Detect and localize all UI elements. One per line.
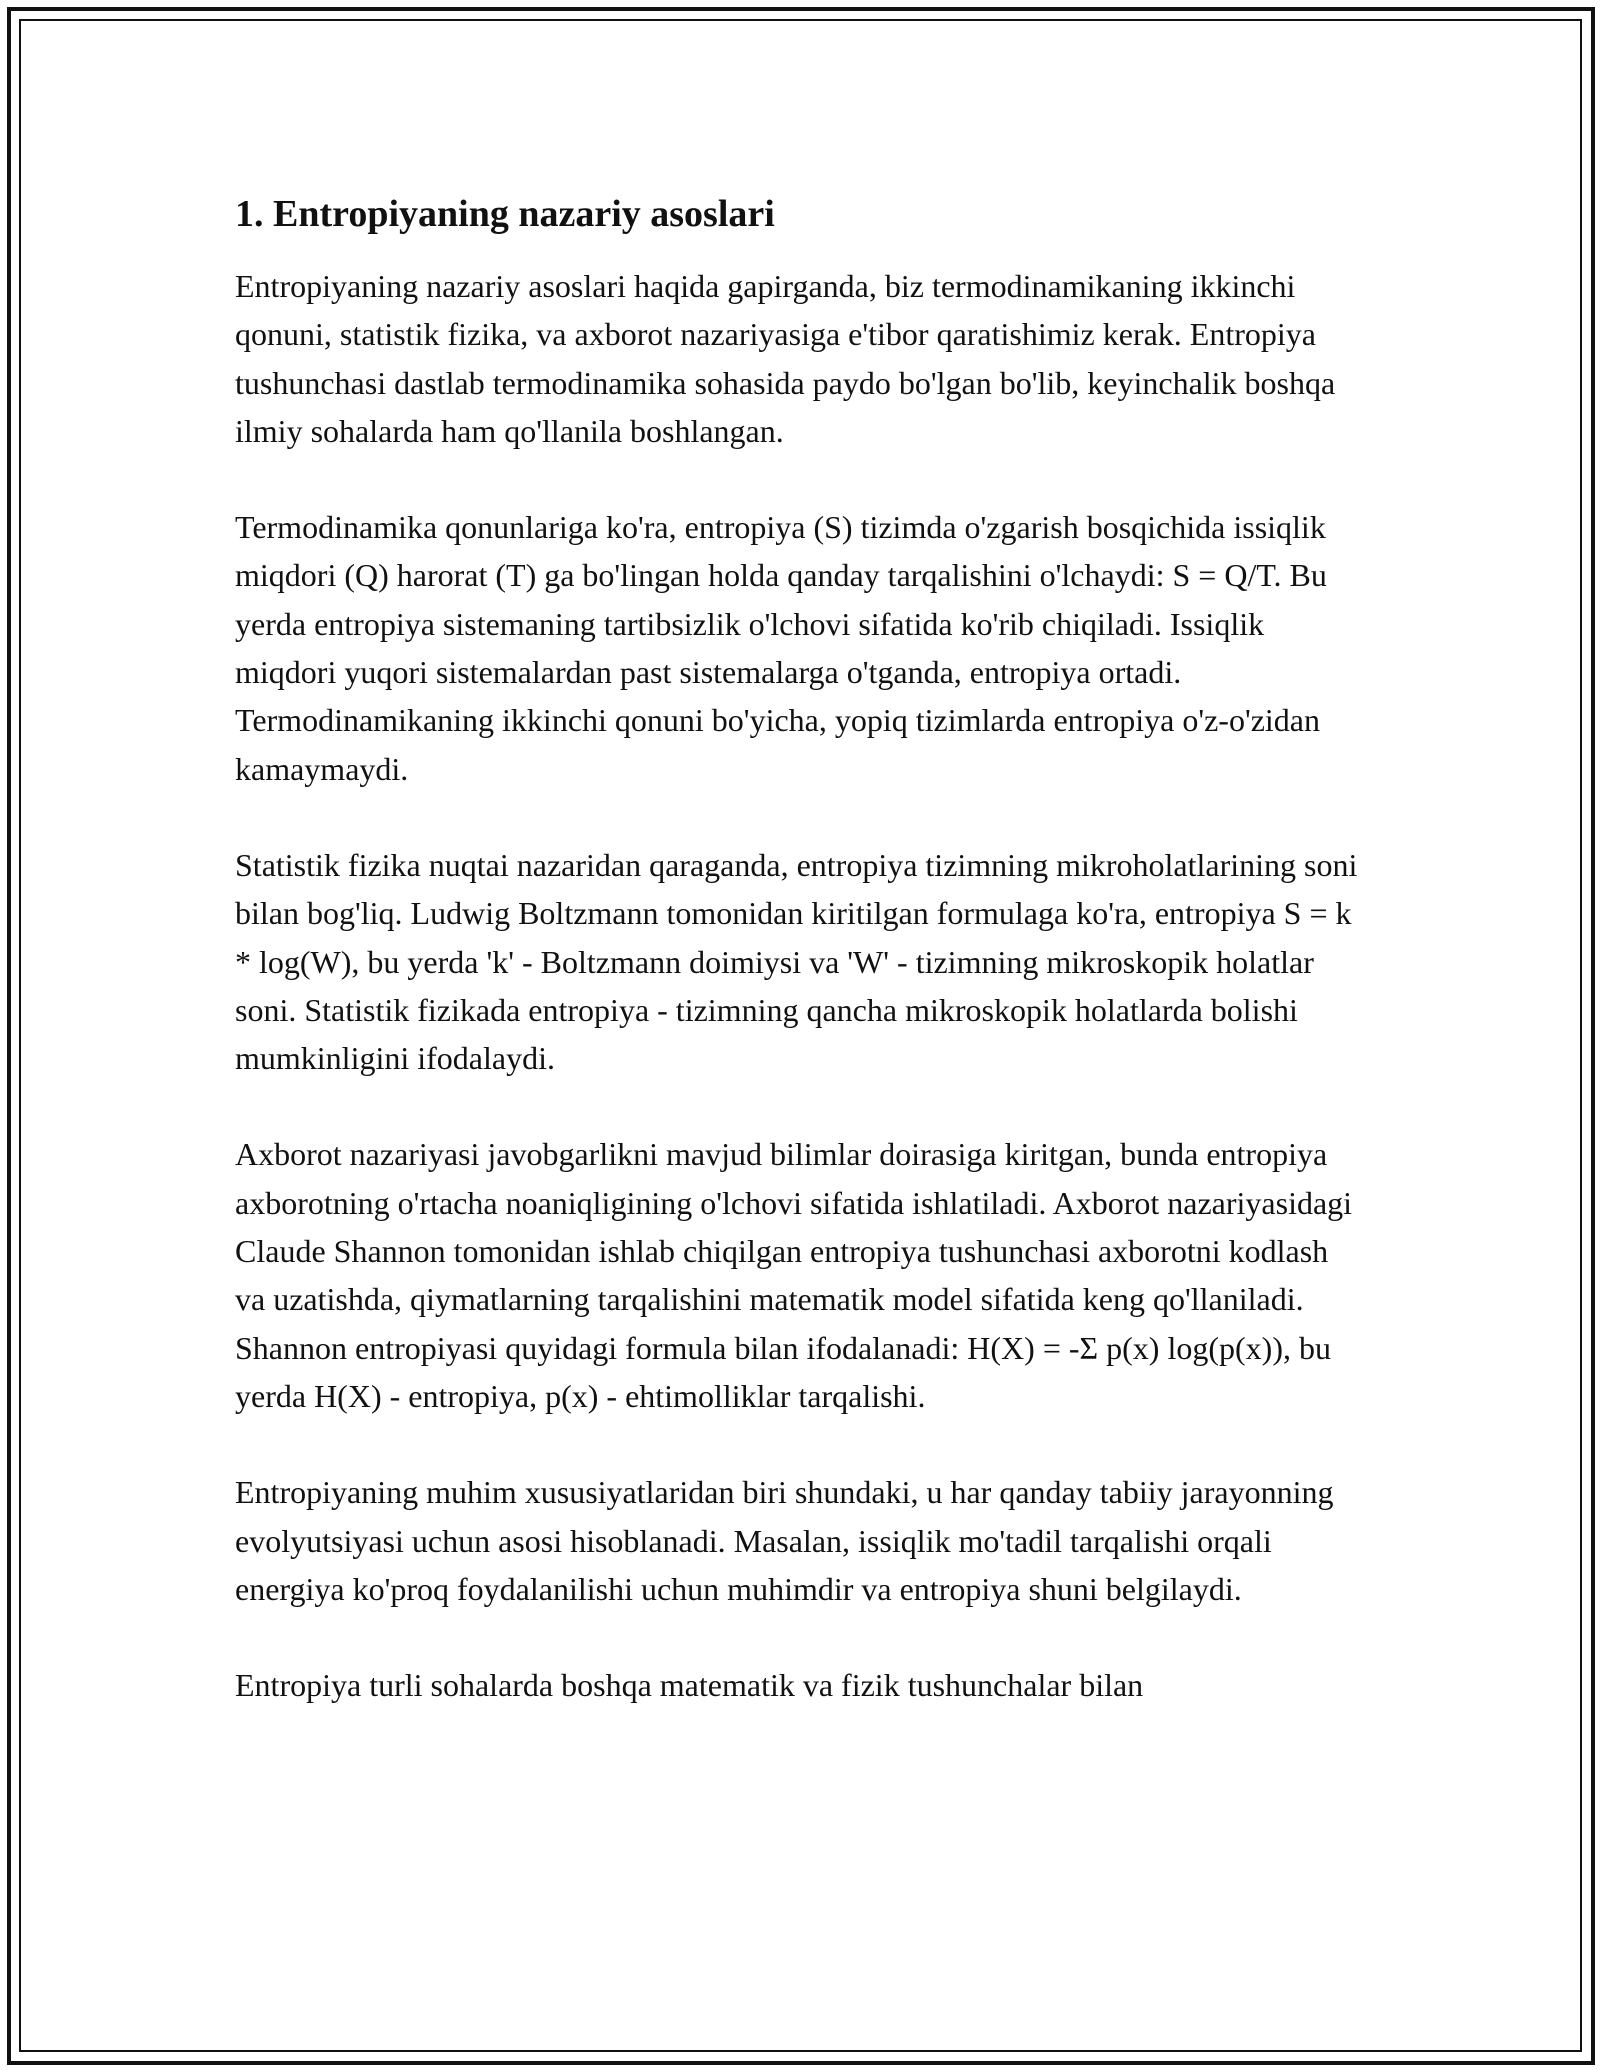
paragraph-continuation: Entropiya turli sohalarda boshqa matematik va fizik tushunchalar bilan — [235, 1667, 1144, 1704]
paragraph-natural-processes: Entropiyaning muhim xususiyatlaridan biri shundaki, u har qanday tabiiy jarayonning evolyutsiyasi uchun asosi hisoblanadi. Masalan, issiqlik mo'tadil tarqalishi orqali energiya ko'proq foydalanilishi uchun muhimdir va entropiya shuni belgilaydi. — [235, 1474, 1334, 1607]
paragraph-information-theory: Axborot nazariyasi javobgarlikni mavjud bilimlar doirasiga kiritgan, bunda entropiya axborotning o'rtacha noaniqligining o'lchovi sifatida ishlatiladi. Axborot nazariyasidagi Claude Shannon tomonidan ishlab chiqilgan entropiya tushunchasi axborotni kodlash va uzatishda, qiymatlarning tarqalishini matematik model sifatida keng qo'llaniladi. Shannon entropiyasi quyidagi formula bilan ifodalanadi: H(X) = -Σ p(x) log(p(x)), bu yerda H(X) - entropiya, p(x) - ehtimolliklar tarqalishi. — [235, 1136, 1353, 1414]
paragraph-thermodynamic-entropy: Termodinamika qonunlariga ko'ra, entropiya (S) tizimda o'zgarish bosqichida issiqlik miqdori (Q) harorat (T) ga bo'lingan holda qanday tarqalishini o'lchaydi: S = Q/T. Bu yerda entropiya sistemaning tartibsizlik o'lchovi sifatida ko'rib chiqiladi. Issiqlik miqdori yuqori sistemalardan past sistemalarga o'tganda, entropiya ortadi. Termodinamikaning ikkinchi qonuni bo'yicha, yopiq tizimlarda entropiya o'z-o'zidan kamaymaydi. — [235, 509, 1327, 787]
paragraph-thermodynamics-intro: Entropiyaning nazariy asoslari haqida gapirganda, biz termodinamikaning ikkinchi qonuni, statistik fizika, va axborot nazariyasiga e'tibor qaratishimiz kerak. Entropiya tushunchasi dastlab termodinamika sohasida paydo bo'lgan bo'lib, keyinchalik boshqa ilmiy sohalarda ham qo'llanila boshlangan. — [235, 268, 1336, 449]
document-body — [235, 188, 1365, 1757]
paragraph-statistical-physics: Statistik fizika nuqtai nazaridan qaraganda, entropiya tizimning mikroholatlarining soni bilan bog'liq. Ludwig Boltzmann tomonidan kiritilgan formulaga ko'ra, entropiya S = k * log(W), bu yerda 'k' - Boltzmann doimiysi va 'W' - tizimning mikroskopik holatlar soni. Statistik fizikada entropiya - tizimning qancha mikroskopik holatlarda bolishi mumkinligini ifodalaydi. — [235, 846, 1358, 1077]
section-heading: 1. Entropiyaning nazariy asoslari — [235, 193, 775, 235]
